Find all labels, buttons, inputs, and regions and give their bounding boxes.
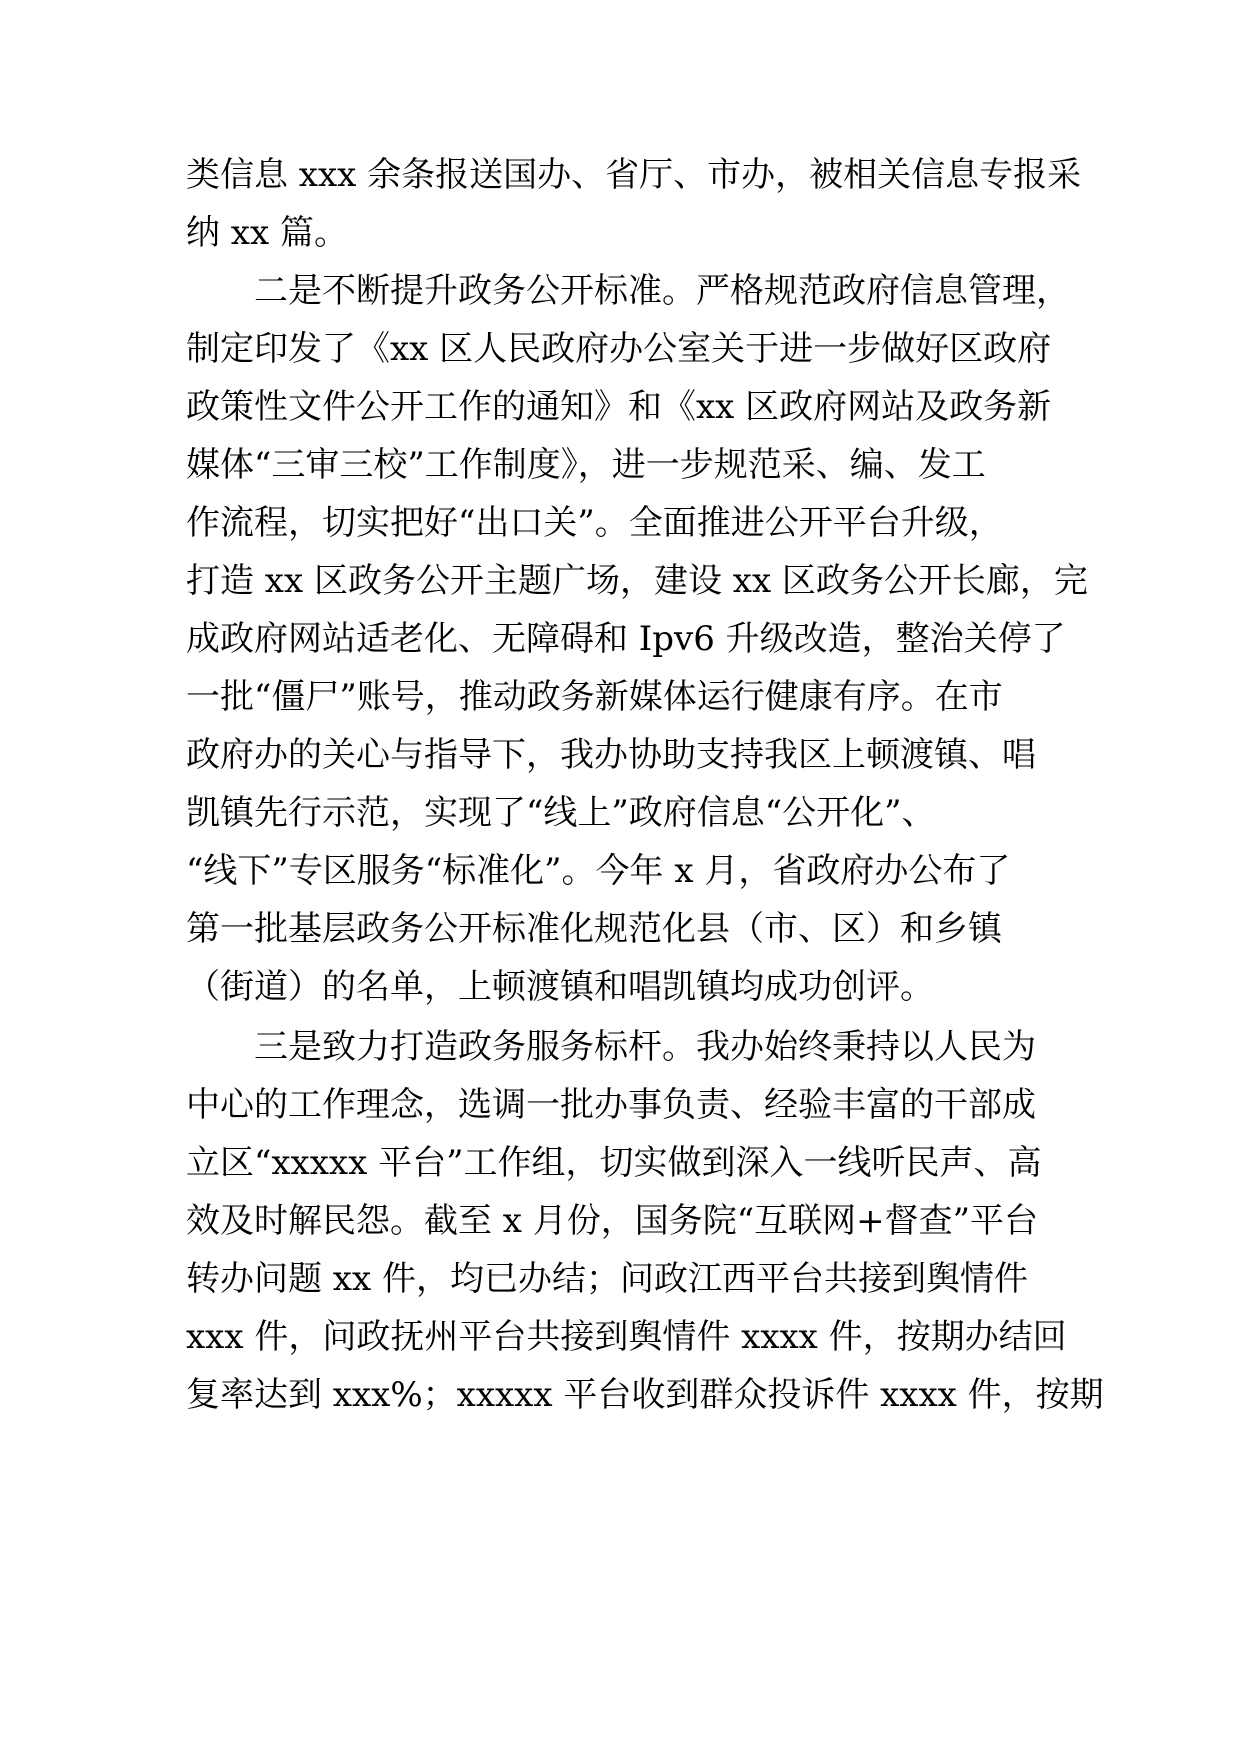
text-line: 类信息 xxx 余条报送国办、省厅、市办，被相关信息专报采 — [186, 155, 1082, 195]
text-line: 中心的工作理念，选调一批办事负责、经验丰富的干部成 — [186, 1085, 1036, 1125]
text-line: 作流程，切实把好“出口关”。全面推进公开平台升级， — [186, 503, 1003, 543]
text-line: 媒体“三审三校”工作制度》，进一步规范采、编、发工 — [186, 445, 986, 485]
text-line: xxx 件，问政抚州平台共接到舆情件 xxxx 件，按期办结回 — [186, 1317, 1067, 1357]
text-line: 成政府网站适老化、无障碍和 Ipv6 升级改造，整治关停了 — [186, 619, 1066, 659]
text-line: 第一批基层政务公开标准化规范化县（市、区）和乡镇 — [186, 909, 1002, 949]
text-line: 打造 xx 区政务公开主题广场，建设 xx 区政务公开长廊，完 — [186, 561, 1088, 601]
text-line: 凯镇先行示范，实现了“线上”政府信息“公开化”、 — [186, 793, 936, 833]
text-line: 转办问题 xx 件，均已办结；问政江西平台共接到舆情件 — [186, 1259, 1028, 1299]
text-line: 立区“xxxxx 平台”工作组，切实做到深入一线听民声、高 — [186, 1143, 1042, 1183]
text-line: 制定印发了《xx 区人民政府办公室关于进一步做好区政府 — [186, 329, 1052, 369]
text-line: “线下”专区服务“标准化”。今年 x 月，省政府办公布了 — [186, 851, 1011, 891]
paragraph-three-first-line: 三是致力打造政务服务标杆。我办始终秉持以人民为 — [254, 1027, 1036, 1067]
text-line: 一批“僵尸”账号，推动政务新媒体运行健康有序。在市 — [186, 677, 1003, 717]
text-line: 效及时解民怨。截至 x 月份，国务院“互联网+督查”平台 — [186, 1201, 1039, 1241]
text-line: 政府办的关心与指导下，我办协助支持我区上顿渡镇、唱 — [186, 735, 1036, 775]
text-line: 纳 xx 篇。 — [186, 213, 348, 253]
text-line: （街道）的名单，上顿渡镇和唱凯镇均成功创评。 — [186, 967, 934, 1007]
text-line: 政策性文件公开工作的通知》和《xx 区政府网站及政务新 — [186, 387, 1052, 427]
text-line: 复率达到 xxx%；xxxxx 平台收到群众投诉件 xxxx 件，按期 — [186, 1375, 1104, 1415]
paragraph-two-first-line: 二是不断提升政务公开标准。严格规范政府信息管理， — [254, 271, 1070, 311]
